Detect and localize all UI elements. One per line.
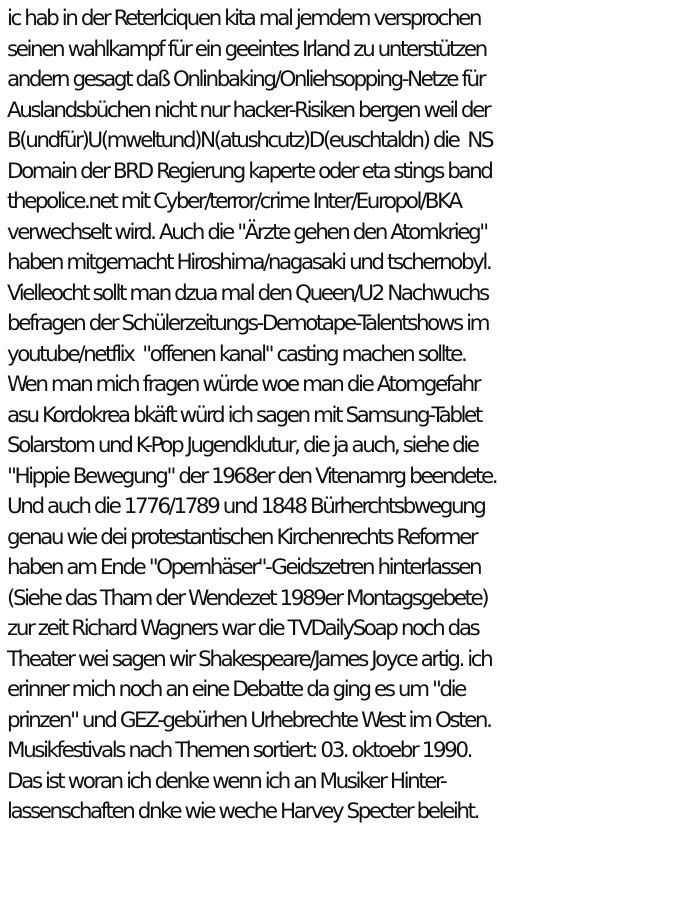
text-line: Domain der BRD Regierung kaperte oder eta stings band <box>7 158 492 184</box>
text-line: B(undfür)U(mweltund)N(atushcutz)D(euschtaldn) die NS <box>7 128 493 153</box>
text-line: Und auch die 1776/1789 und 1848 Bürherchtsbwegung <box>7 494 485 519</box>
text-line: lassenschaften dnke wie weche Harvey Specter beleiht. <box>7 799 478 824</box>
text-line: befragen der Schülerzeitungs-Demotape-Talentshows im <box>7 311 489 336</box>
text-line: genau wie dei protestantischen Kirchenrechts Reformer <box>7 524 477 550</box>
text-line: youtube/netflix "offenen kanal" casting machen sollte. <box>7 341 466 367</box>
text-line: haben am Ende "Opernhäser"-Geidszetren hinterlassen <box>7 555 481 580</box>
text-line: zur zeit Richard Wagners war die TVDailySoap noch das <box>7 616 479 641</box>
text-line: Theater wei sagen wir Shakespeare/James Joyce artig. ich <box>7 646 492 672</box>
text-line: haben mitgemacht Hiroshima/nagasaki und tschernobyl. <box>7 250 491 275</box>
text-line: Auslandsbüchen nicht nur hacker-Risiken bergen weil der <box>7 97 490 123</box>
text-line: verwechselt wird. Auch die "Ärzte gehen den Atomkrieg" <box>7 219 487 245</box>
text-line: seinen wahlkampf für ein geeintes Irland zu unterstützen <box>7 36 486 62</box>
text-line: Vielleocht sollt man dzua mal den Queen/U2 Nachwuchs <box>7 280 488 306</box>
body-text <box>7 4 684 828</box>
text-line: Musikfestivals nach Themen sortiert: 03. oktoebr 1990. <box>7 738 471 763</box>
text-line: ic hab in der Reterlciquen kita mal jemdem versprochen <box>7 6 481 31</box>
text-line: thepolice.net mit Cyber/terror/crime Inter/Europol/BKA <box>7 189 461 214</box>
text-line: prinzen" und GEZ-gebürhen Urhebrechte West im Osten. <box>7 707 491 733</box>
text-line: Das ist woran ich denke wenn ich an Musiker Hinter- <box>7 768 446 794</box>
text-line: "Hippie Bewegung" der 1968er den Vitenamrg beendete. <box>7 463 497 489</box>
text-line: (Siehe das Tham der Wendezet 1989er Montagsgebete) <box>7 585 488 611</box>
text-line: asu Kordokrea bkäft würd ich sagen mit Samsung-Tablet <box>7 402 481 428</box>
text-line: andern gesagt daß Onlinbaking/Onliehsopping-Netze für <box>7 67 485 92</box>
text-line: erinner mich noch an eine Debatte da ging es um "die <box>7 677 465 702</box>
text-line: Solarstom und K-Pop Jugendklutur, die ja auch, siehe die <box>7 433 478 458</box>
text-line: Wen man mich fragen würde woe man die Atomgefahr <box>7 372 480 397</box>
